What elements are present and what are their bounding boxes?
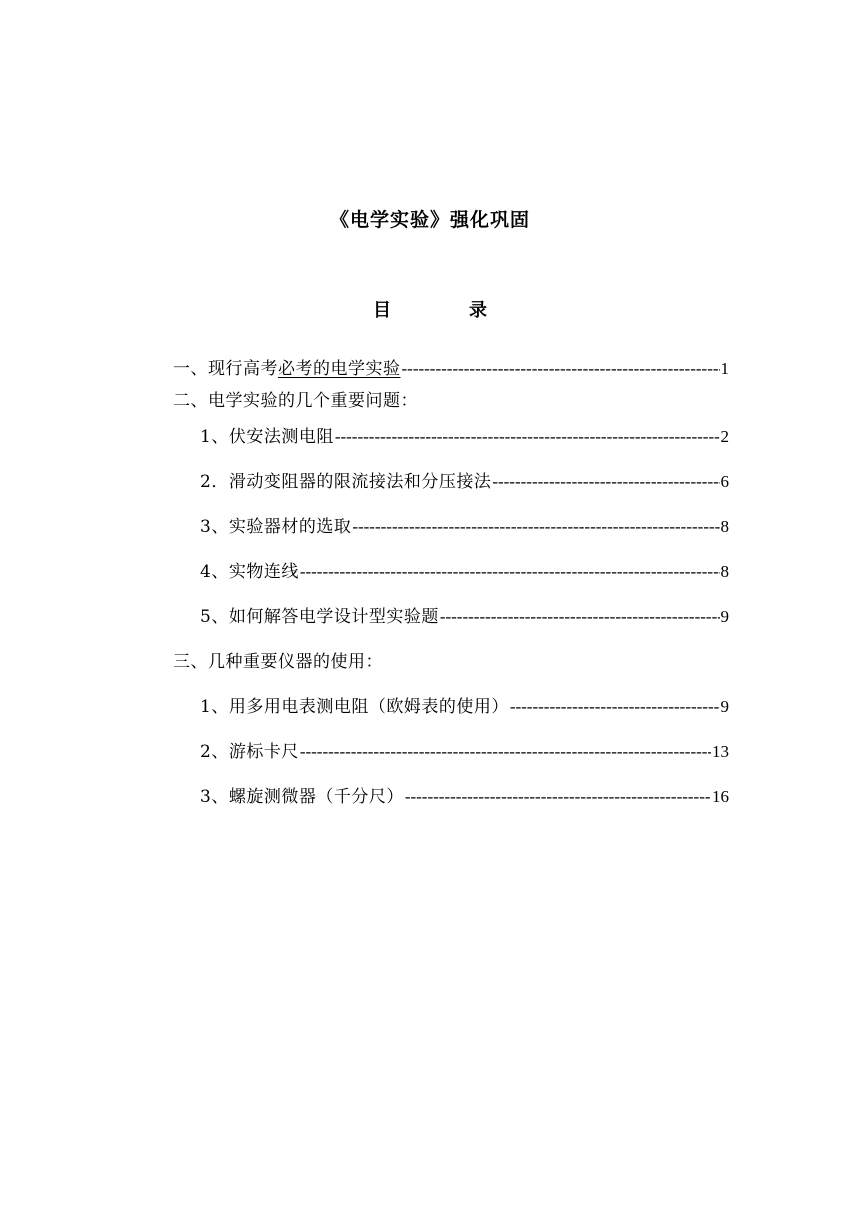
toc-entry-2-5[interactable]: [200, 606, 729, 628]
toc-page-number: 9: [720, 697, 729, 716]
toc-entry-label: 5、如何解答电学设计型实验题: [200, 607, 439, 627]
toc-leader-dots: [300, 741, 711, 763]
toc-entry-label: 1、伏安法测电阻: [200, 427, 334, 447]
toc-entry-label: 2．滑动变阻器的限流接法和分压接法: [200, 472, 492, 492]
toc-entry-3-3[interactable]: [200, 786, 729, 808]
toc-entry-2-4[interactable]: [200, 561, 729, 583]
toc-entry-label: 二、电学实验的几个重要问题：: [173, 391, 418, 411]
toc-page-number: 2: [720, 427, 729, 446]
toc-page-number: 6: [720, 472, 729, 491]
toc-heading-char-2: 录: [469, 300, 487, 321]
toc-entry-label: 三、几种重要仪器的使用：: [173, 652, 383, 672]
toc-leader-dots: [510, 696, 720, 718]
toc-leader-dots: [492, 471, 719, 493]
toc-entry-label: 2、游标卡尺: [200, 742, 299, 762]
toc-heading-char-1: 目: [373, 300, 391, 321]
toc-entry-section-3[interactable]: [173, 651, 729, 673]
toc-entry-2-3[interactable]: [200, 516, 729, 538]
toc-page-number: 9: [720, 607, 729, 626]
toc-page-number: 16: [712, 787, 729, 806]
toc-leader-dots: [402, 358, 720, 380]
toc-entry-label: 1、用多用电表测电阻（欧姆表的使用）: [200, 697, 509, 717]
toc-entry-3-1[interactable]: [200, 696, 729, 718]
toc-entry-section-2[interactable]: [173, 390, 729, 412]
toc-heading: [0, 296, 860, 322]
document-title: 《电学实验》强化巩固: [329, 209, 530, 231]
toc-entry-underlined-text: 必考的电学实验: [278, 359, 401, 379]
toc-entry-2-1[interactable]: [200, 426, 729, 448]
toc-entry-3-2[interactable]: [200, 741, 729, 763]
toc-entry-section-1[interactable]: [173, 358, 729, 380]
toc-entry-label: 3、实验器材的选取: [200, 517, 352, 537]
toc-leader-dots: [405, 786, 711, 808]
toc-entry-label: 4、实物连线: [200, 562, 299, 582]
toc-entry-prefix: 一、现行高考: [173, 359, 278, 379]
toc-entry-label: 3、螺旋测微器（千分尺）: [200, 787, 404, 807]
toc-page-number: 8: [720, 562, 729, 581]
toc-leader-dots: [352, 516, 719, 538]
toc-page-number: 8: [720, 517, 729, 536]
toc-entry-2-2[interactable]: [200, 471, 729, 493]
toc-leader-dots: [440, 606, 720, 628]
toc-entry-label: [173, 358, 401, 380]
toc-leader-dots: [335, 426, 720, 448]
toc-page-number: 1: [720, 359, 729, 378]
toc-leader-dots: [300, 561, 720, 583]
toc-page-number: 13: [712, 742, 729, 761]
